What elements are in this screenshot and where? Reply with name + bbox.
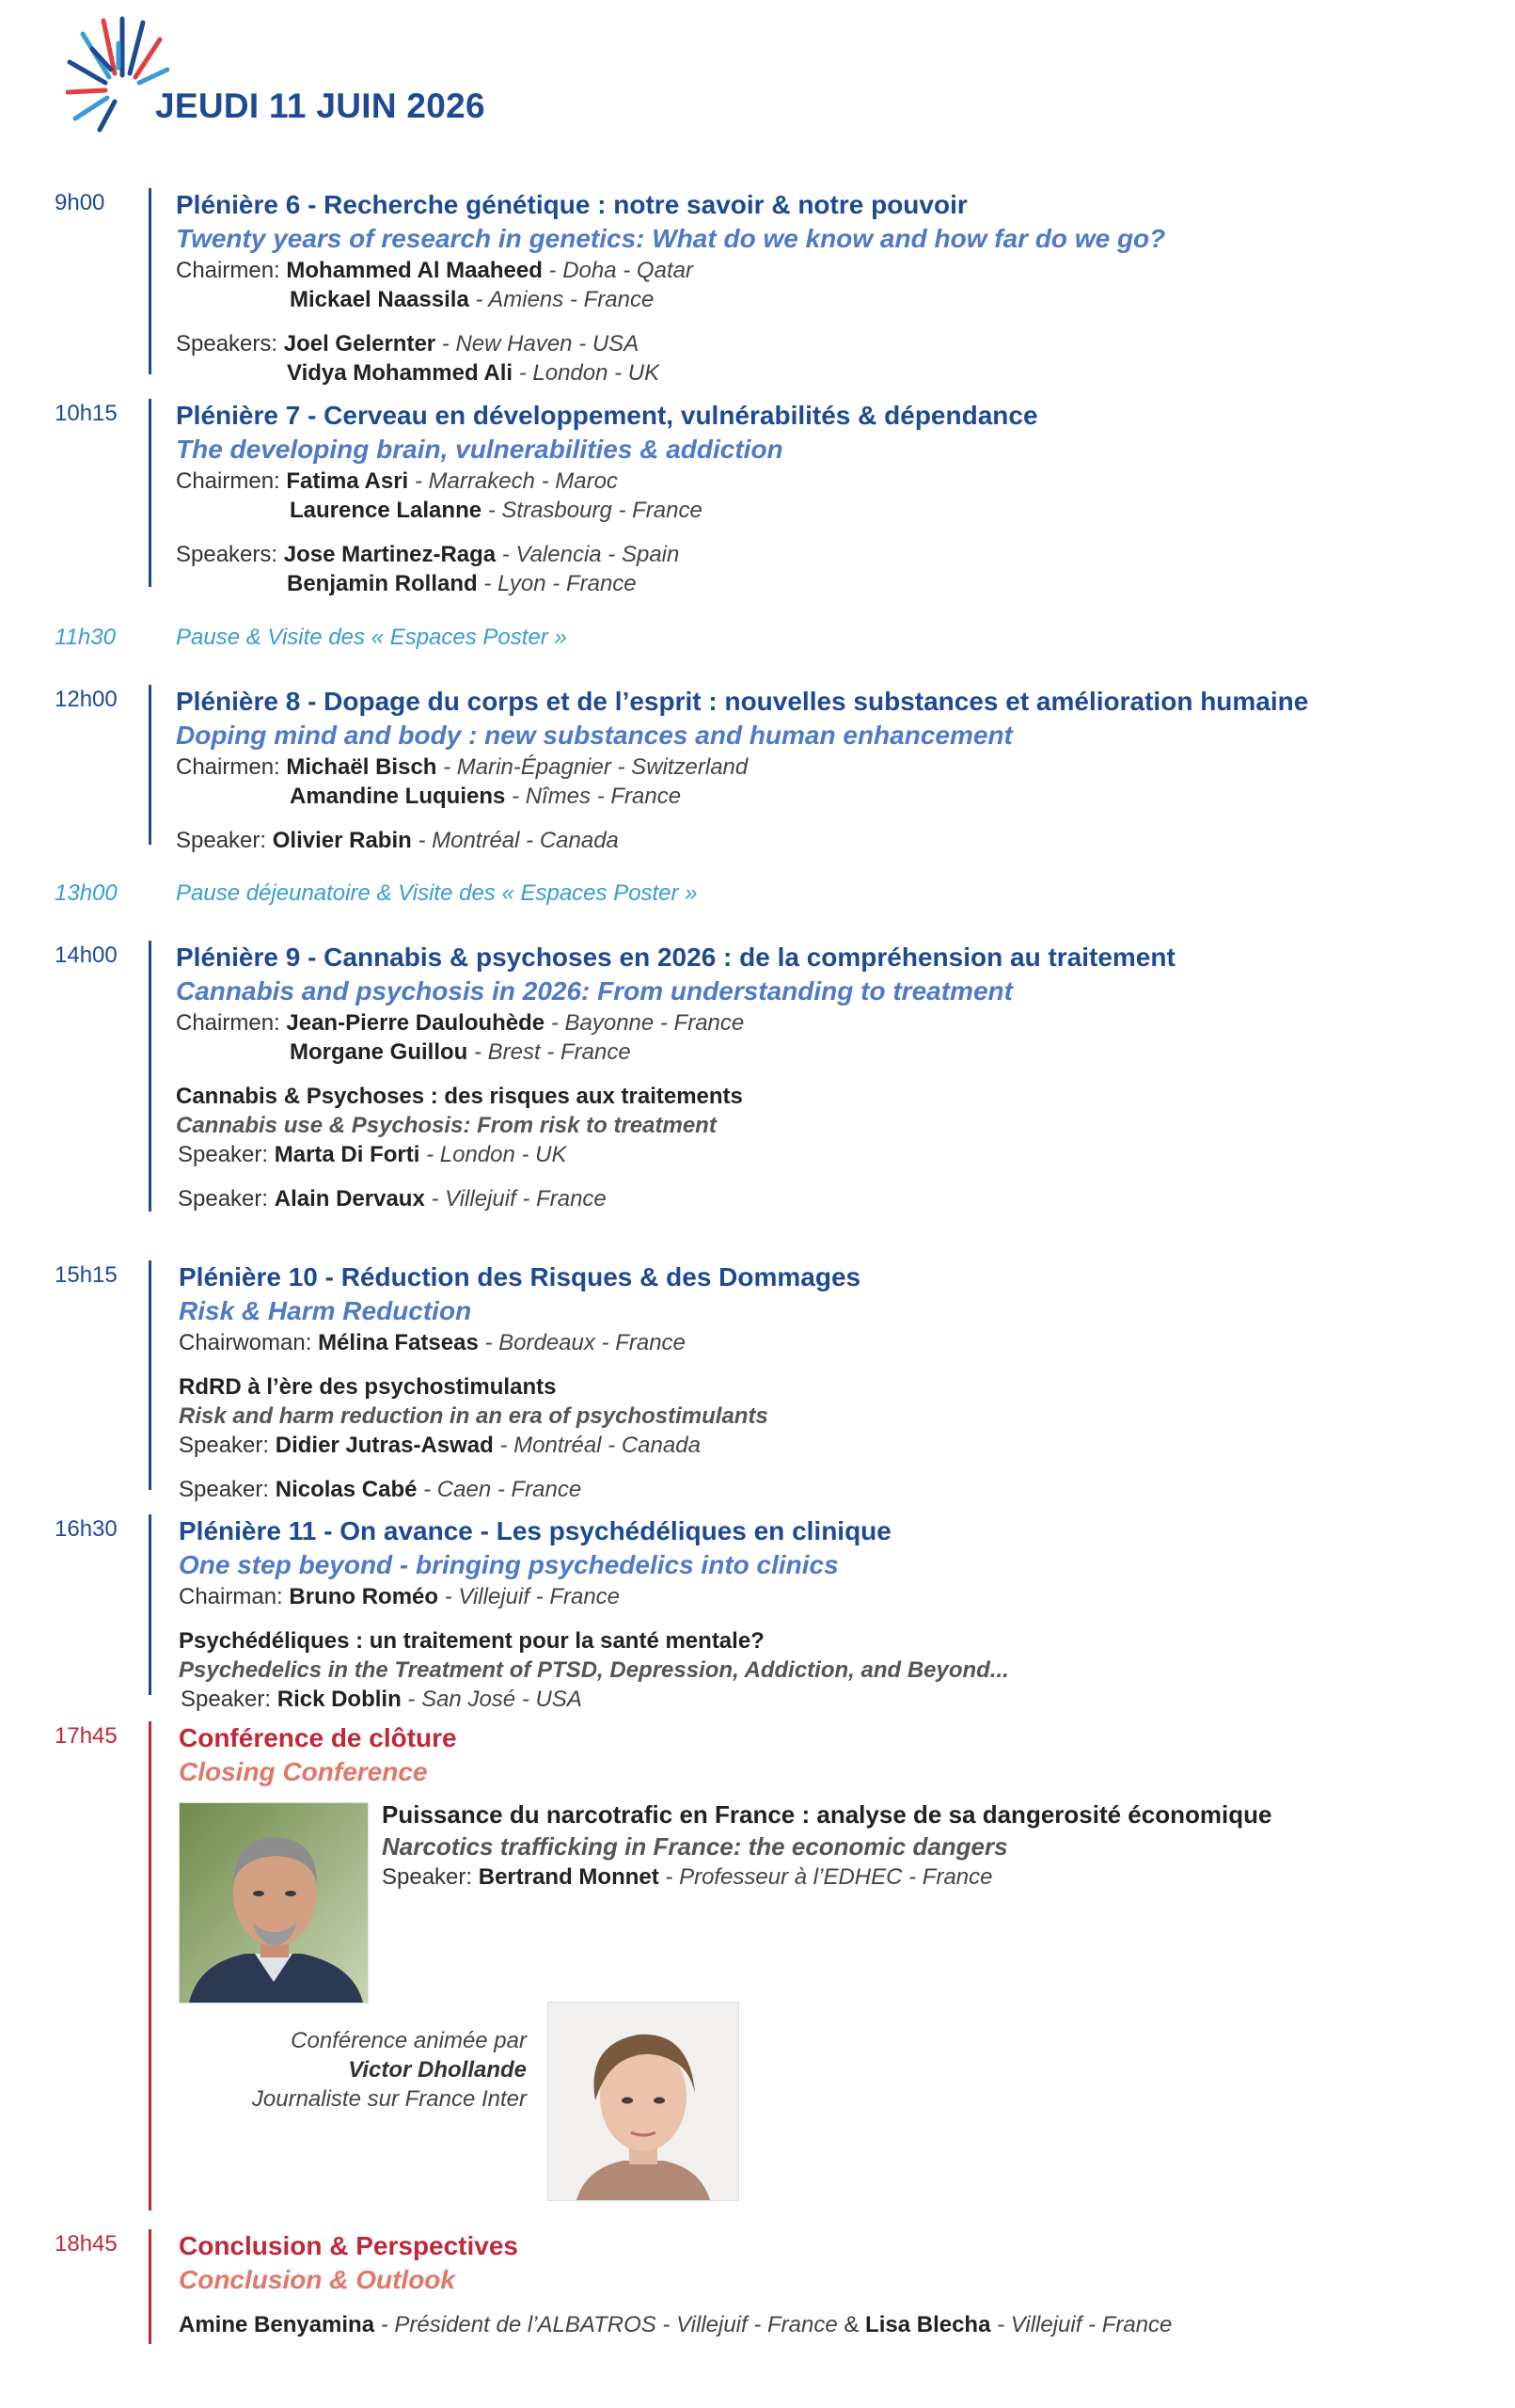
session-title-fr: Plénière 8 - Dopage du corps et de l’esprit : nouvelles substances et amélioration humaine — [176, 687, 1309, 716]
chair-name: Mickael Naassila — [290, 287, 469, 312]
session-title-fr: Conclusion & Perspectives — [179, 2231, 519, 2260]
chair-name: Mélina Fatseas — [318, 1330, 479, 1355]
chair-name: Fatima Asri — [286, 468, 409, 494]
chair-place: - Doha - Qatar — [542, 258, 693, 283]
speaker-name: Marta Di Forti — [274, 1142, 420, 1167]
chair-place: - Villejuif - France — [438, 1584, 621, 1609]
chair-name: Jean-Pierre Daulouhède — [286, 1010, 545, 1036]
chair-name: Amandine Luquiens — [290, 784, 506, 809]
session-divider — [149, 1514, 151, 1695]
session-title-en: One step beyond - bringing psychedelics into clinics — [179, 1550, 839, 1579]
session-divider — [149, 1721, 151, 2210]
talk-title-fr: Psychédéliques : un traitement pour la santé mentale? — [179, 1628, 765, 1654]
speaker-place: - Villejuif - France — [424, 1186, 607, 1212]
session-title-en: Cannabis and psychosis in 2026: From understanding to treatment — [176, 976, 1013, 1006]
chair-place: - Marrakech - Maroc — [408, 468, 618, 494]
talk-title-en: Risk and harm reduction in an era of psychostimulants — [179, 1403, 768, 1429]
speaker-place: - Caen - France — [417, 1477, 582, 1502]
speaker-photo — [179, 1802, 369, 2004]
session-divider — [149, 399, 151, 587]
session-time: 10h15 — [55, 401, 118, 426]
host-credit — [188, 2026, 527, 2114]
chair-name: Morgane Guillou — [290, 1039, 468, 1065]
host-intro: Conférence animée par — [291, 2028, 527, 2053]
speaker-label: Speakers: — [176, 542, 278, 567]
speaker-name: Alain Dervaux — [274, 1186, 425, 1212]
chair-place: - Nîmes - France — [505, 784, 682, 809]
presenter-name: Lisa Blecha — [865, 2312, 991, 2337]
chair-label: Chairmen: — [176, 1010, 280, 1036]
chair-label: Chairwoman: — [179, 1330, 312, 1355]
chair-place: - Bayonne - France — [544, 1010, 745, 1036]
speaker-label: Speaker: — [178, 1142, 269, 1167]
session-time: 9h00 — [55, 190, 105, 215]
session-time: 16h30 — [55, 1516, 118, 1542]
speaker-name: Joel Gelernter — [283, 331, 436, 356]
chair-label: Chairmen: — [176, 258, 280, 283]
chair-name: Mohammed Al Maaheed — [286, 258, 543, 283]
session-time: 18h45 — [55, 2231, 118, 2257]
chair-place: - Strasbourg - France — [481, 498, 702, 523]
speaker-place: - Montréal - Canada — [411, 828, 619, 853]
speaker-place: - London - UK — [419, 1142, 567, 1167]
speaker-place: - Lyon - France — [477, 571, 637, 596]
chair-place: - Bordeaux - France — [478, 1330, 686, 1355]
speaker-name: Benjamin Rolland — [287, 571, 478, 596]
host-photo — [547, 2002, 739, 2201]
session-title-fr: Plénière 6 - Recherche génétique : notre savoir & notre pouvoir — [176, 190, 968, 219]
speaker-name: Jose Martinez-Raga — [283, 542, 497, 567]
session-time: 12h00 — [55, 687, 118, 712]
pause-time: 11h30 — [55, 625, 116, 650]
presenter-separator: & — [837, 2312, 866, 2337]
speaker-place: - Professeur à l’EDHEC - France — [658, 1864, 993, 1890]
pause-text: Pause déjeunatoire & Visite des « Espaces Poster » — [176, 880, 698, 906]
chair-name: Bruno Roméo — [289, 1584, 439, 1609]
speaker-name: Rick Doblin — [276, 1687, 402, 1712]
session-divider — [149, 941, 151, 1212]
host-role: Journaliste sur France Inter — [251, 2086, 527, 2112]
session-title-fr: Conférence de clôture — [179, 1723, 457, 1752]
session-time: 17h45 — [55, 1723, 118, 1749]
chair-place: - Brest - France — [467, 1039, 631, 1065]
speaker-label: Speaker: — [179, 1433, 270, 1458]
session-title-en: Risk & Harm Reduction — [179, 1296, 472, 1325]
session-title-en: Closing Conference — [179, 1757, 428, 1786]
talk-title-en: Narcotics trafficking in France: the economic dangers — [382, 1832, 1008, 1861]
speaker-label: Speaker: — [382, 1864, 473, 1890]
firework-logo-icon — [66, 11, 169, 134]
talk-title-fr: RdRD à l’ère des psychostimulants — [179, 1374, 557, 1400]
session-title-fr: Plénière 7 - Cerveau en développement, vulnérabilités & dépendance — [176, 401, 1038, 430]
speaker-name: Didier Jutras-Aswad — [275, 1433, 494, 1458]
pause-time: 13h00 — [55, 880, 118, 906]
speaker-place: - San José - USA — [401, 1687, 582, 1712]
speaker-name: Nicolas Cabé — [275, 1477, 418, 1502]
chair-name: Laurence Lalanne — [290, 498, 482, 523]
speaker-name: Bertrand Monnet — [478, 1864, 659, 1890]
talk-title-en: Psychedelics in the Treatment of PTSD, Depression, Addiction, and Beyond... — [179, 1657, 1009, 1683]
session-time: 14h00 — [55, 943, 118, 968]
presenter-name: Amine Benyamina — [179, 2312, 375, 2337]
chair-place: - Marin-Épagnier - Switzerland — [436, 754, 749, 780]
presenter-place: - Villejuif - France — [990, 2312, 1173, 2337]
speaker-name: Vidya Mohammed Ali — [287, 360, 513, 386]
speaker-place: - Valencia - Spain — [496, 542, 680, 567]
talk-title-en: Cannabis use & Psychosis: From risk to treatment — [176, 1113, 717, 1138]
chair-label: Chairman: — [179, 1584, 283, 1609]
session-time: 15h15 — [55, 1262, 118, 1288]
session-title-en: The developing brain, vulnerabilities & addiction — [176, 435, 783, 464]
session-title-en: Conclusion & Outlook — [179, 2265, 455, 2294]
pause-text: Pause & Visite des « Espaces Poster » — [176, 625, 567, 650]
speaker-label: Speaker: — [176, 828, 267, 853]
chair-label: Chairmen: — [176, 754, 280, 780]
speaker-place: - London - UK — [513, 360, 660, 386]
speaker-name: Olivier Rabin — [272, 828, 412, 853]
session-divider — [149, 685, 151, 845]
talk-title-fr: Cannabis & Psychoses : des risques aux traitements — [176, 1084, 743, 1109]
host-name: Victor Dhollande — [348, 2057, 527, 2083]
speaker-place: - Montréal - Canada — [493, 1433, 701, 1458]
session-title-fr: Plénière 11 - On avance - Les psychédéliques en clinique — [179, 1516, 892, 1545]
speaker-label: Speakers: — [176, 331, 278, 356]
session-title-en: Twenty years of research in genetics: What do we know and how far do we go? — [176, 224, 1166, 253]
talk-title-fr: Puissance du narcotrafic en France : analyse de sa dangerosité économique — [382, 1800, 1272, 1829]
speaker-label: Speaker: — [178, 1186, 269, 1212]
speaker-place: - New Haven - USA — [435, 331, 639, 356]
session-title-en: Doping mind and body : new substances and human enhancement — [176, 721, 1013, 750]
session-divider — [149, 188, 151, 374]
session-divider — [149, 1260, 151, 1490]
session-title-fr: Plénière 10 - Réduction des Risques & des Dommages — [179, 1262, 861, 1291]
chair-label: Chairmen: — [176, 468, 280, 494]
session-divider — [149, 2229, 151, 2344]
session-title-fr: Plénière 9 - Cannabis & psychoses en 2026 : de la compréhension au traitement — [176, 943, 1176, 972]
speaker-label: Speaker: — [179, 1477, 270, 1502]
chair-place: - Amiens - France — [468, 287, 655, 312]
page-title: JEUDI 11 JUIN 2026 — [155, 87, 485, 125]
presenter-place: - Président de l’ALBATROS - Villejuif - France — [374, 2312, 838, 2337]
chair-name: Michaël Bisch — [286, 754, 437, 780]
speaker-label: Speaker: — [181, 1687, 272, 1712]
